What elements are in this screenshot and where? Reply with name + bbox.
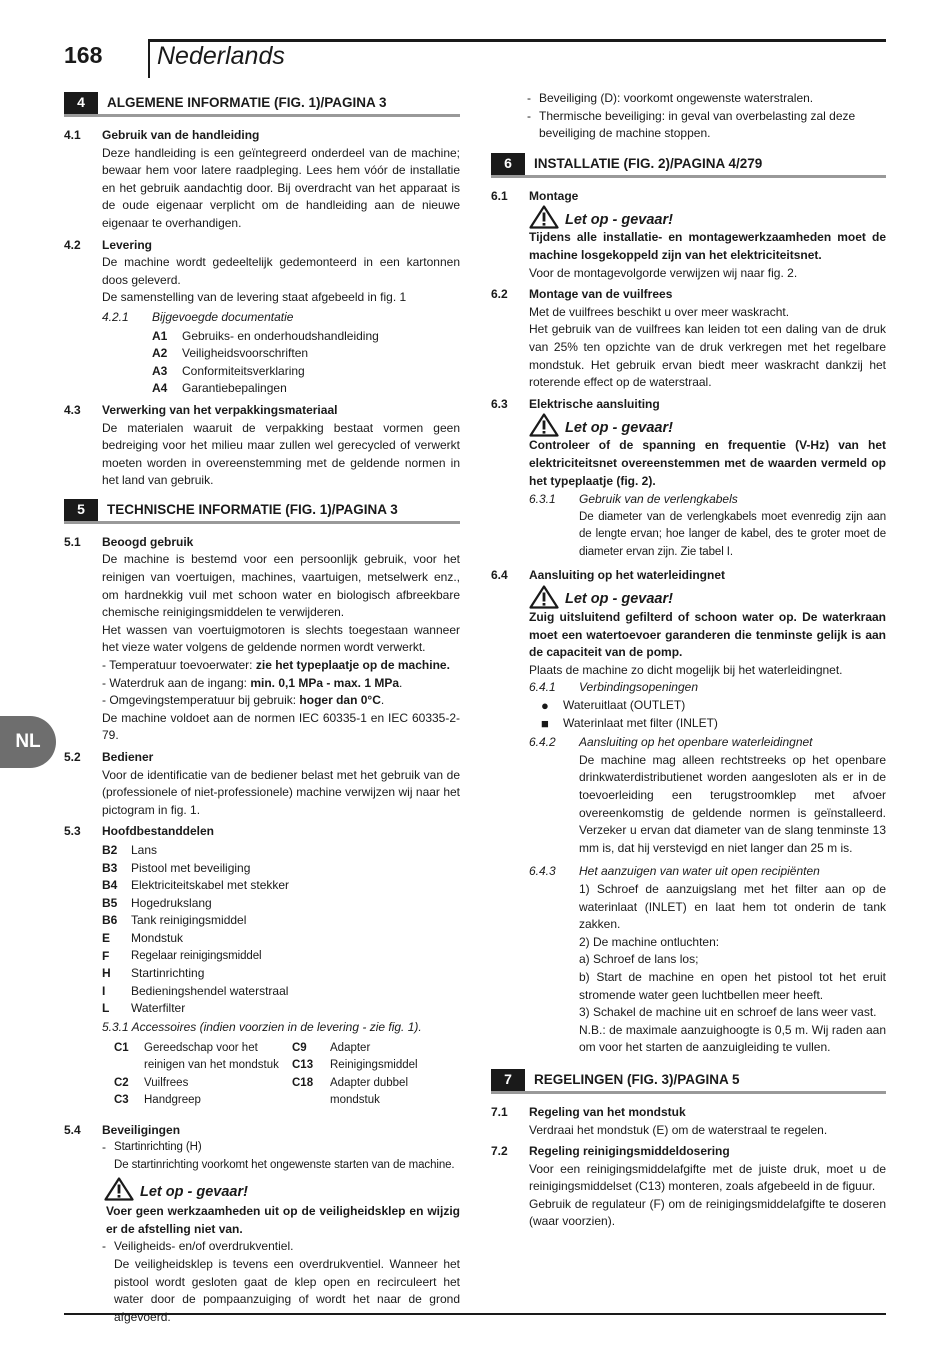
subsection-number: 4.2: [64, 237, 81, 252]
section-number: 4: [64, 92, 98, 114]
subsection-title: Bediener: [102, 750, 154, 764]
paragraph: b) Start de machine en open het pistool tot het eruit stromende water geen luchtbellen meer heeft.: [579, 969, 886, 1002]
subsection-6-3: [491, 396, 886, 562]
paragraph: Het gebruik van de vuilfrees kan leiden tot een daling van de druk van 25% ten opzichte van de druk verkregen met het regelbare mondstuk. Het gebruik ervan biedt meer waskracht dankzij het roterende effect op de waterstraal.: [529, 322, 886, 390]
spec-line: - Temperatuur toevoerwater: zie het typeplaatje op de machine.: [102, 658, 450, 673]
subsection-5-1: [64, 534, 460, 745]
accessories-table: C1 Gereedschap voor het reinigen van het mondstuk C9 Adapter C13 Reinigingsmiddel C2 Vuilfrees C18 Adapter dubbel mondstuk C3 Handgreep: [114, 1041, 418, 1106]
list-item: B3 Pistool met beveiliging: [102, 860, 251, 875]
subsection-6-2: [491, 286, 886, 392]
section-title: TECHNISCHE INFORMATIE (FIG. 1)/PAGINA 3: [107, 502, 398, 518]
subsubsection-number: 6.4.1: [529, 680, 556, 695]
warning-icon: [529, 205, 559, 229]
accessories-title: 5.3.1 Accessoires (indien voorzien in de levering - zie fig. 1).: [102, 1019, 422, 1034]
paragraph: Voor de identificatie van de bediener belast met het gebruik van de (professionele of niet-professionele) machine verwijzen wij naar het pictogram in fig. 1.: [102, 767, 460, 817]
paragraph: De diameter van de verlengkabels moet evenredig zijn aan de lengte ervan; hoe langer de kabel, des te groter moet de diameter ervan zijn. Zie tabel I.: [579, 510, 886, 558]
subsection-title: Levering: [102, 237, 153, 252]
warning-text: Voer geen werkzaamheden uit op de veiligheidsklep en wijzig er de afstelling niet van.: [106, 1204, 460, 1236]
paragraph: Het wassen van voertuigmotoren is slechts toegestaan wanneer het vieze water volgens de geldende normen wordt verwerkt.: [102, 622, 460, 655]
subsubsection-title: Aansluiting op het openbare waterleidingnet: [579, 735, 813, 750]
paragraph: De machine voldoet aan de normen IEC 60335-1 en IEC 60335-2-79.: [102, 710, 460, 743]
list-item: F Regelaar reinigingsmiddel: [102, 948, 262, 963]
list-item: - Thermische beveiliging: in geval van overbelasting zal deze beveiliging de machine stoppen.: [527, 108, 856, 141]
left-column: [64, 90, 460, 1326]
section-number: 5: [64, 499, 98, 521]
subsection-number: 7.2: [491, 1144, 508, 1159]
paragraph: 3) Schakel de machine uit en schroef de lans weer vast.: [579, 1005, 877, 1020]
subsubsection-number: 6.3.1: [529, 492, 556, 507]
subsection-5-3: [64, 823, 460, 1109]
list-item: A4 Garantiebepalingen: [152, 381, 287, 396]
subsection-title: Verwerking van het verpakkingsmateriaal: [102, 402, 338, 417]
subsection-number: 5.3: [64, 824, 81, 839]
subsection-number: 6.3: [491, 396, 508, 411]
warning-box: Let op - gevaar!: [104, 1177, 460, 1201]
paragraph: De machine is bestemd voor een persoonlijk gebruik, voor het reinigen van voertuigen, machines, vaartuigen, metselwerk enz., om hardnekkig vuil met schoon water en biologisch afbreekbare chemische reinigingsmiddelen te verwijderen.: [102, 552, 460, 620]
subsection-title: Elektrische aansluiting: [529, 396, 660, 411]
subsection-4-3: [64, 402, 460, 490]
warning-text: Controleer of de spanning en frequentie (V-Hz) van het elektriciteitsnet overeenstemmen met de waarden vermeld op het typeplaatje (fig. 2).: [529, 438, 886, 488]
warning-text: Zuig uitsluitend gefilterd of schoon water op. De waterkraan moet een watertoevoer garanderen die tenminste gelijk is aan de capaciteit van de pomp.: [529, 610, 886, 660]
paragraph: De veiligheidsklep is tevens een overdrukventiel. Wanneer het pistool wordt gesloten gaat de klep open en recirculeert het water door de pompaanzuiging of wordt het naar de grond afgevoerd.: [114, 1257, 460, 1324]
warning-icon: [529, 585, 559, 609]
subsection-title: Beveiligingen: [102, 1122, 181, 1137]
list-item: I Bedieningshendel waterstraal: [102, 983, 289, 998]
subsection-number: 7.1: [491, 1104, 508, 1119]
paragraph: N.B.: de maximale aanzuighoogte is 0,5 m. Wij raden aan om voor het starten de aanzuigleiding te vullen.: [579, 1022, 886, 1055]
list-item: A2 Veiligheidsvoorschriften: [152, 346, 309, 361]
list-item: - Veiligheids- en/of overdrukventiel.: [102, 1239, 294, 1254]
list-item: ■ Waterinlaat met filter (INLET): [541, 715, 718, 731]
page-number: 168: [64, 42, 103, 68]
paragraph: De machine wordt gedeeltelijk gedemonteerd in een kartonnen doos geleverd.: [102, 255, 460, 287]
subsubsection-title: Bijgevoegde documentatie: [152, 309, 294, 324]
right-column: [491, 90, 886, 1231]
list-item: - Startinrichting (H): [102, 1140, 202, 1155]
paragraph: De machine mag alleen rechtstreeks op het openbare drinkwaterdistributienet worden aangesloten als er in de toevoerleiding een terugstroomklep met afvoer overeenkomstig de geldende normen is geïnstalleerd. Verzeker u ervan dat diameter van de slang tenminste 13 mm is, dat hij verstevigd en niet langer dan 25 m is.: [579, 752, 886, 855]
subsection-title: Hoofdbestanddelen: [102, 824, 215, 839]
subsubsection-number: 6.4.3: [529, 864, 556, 879]
list-item: A1 Gebruiks- en onderhoudshandleiding: [152, 328, 379, 343]
list-item: H Startinrichting: [102, 966, 205, 981]
paragraph: Met de vuilfrees beschikt u over meer waskracht.: [529, 304, 790, 319]
subsection-title: Montage van de vuilfrees: [529, 287, 673, 302]
paragraph: Voor een reinigingsmiddelafgifte met de juiste druk, moet u de reinigingsmiddelset (C13) monteren, zoals afgebeeld in de figuur.: [529, 1161, 886, 1194]
list-item: B2 Lans: [102, 842, 158, 857]
subsection-7-2: [491, 1143, 886, 1231]
paragraph: De startinrichting voorkomt het ongewenste starten van de machine.: [114, 1158, 455, 1171]
section-4-header: [64, 92, 460, 117]
subsection-title: Beoogd gebruik: [102, 534, 194, 549]
paragraph: Verdraai het mondstuk (E) om de waterstraal te regelen.: [529, 1122, 828, 1137]
warning-box: Let op - gevaar!: [529, 205, 886, 229]
subsection-number: 4.3: [64, 402, 81, 417]
subsection-number: 5.4: [64, 1122, 81, 1137]
subsubsection-title: Het aanzuigen van water uit open recipiënten: [579, 864, 820, 879]
subsection-7-1: [491, 1104, 886, 1139]
list-item: ● Wateruitlaat (OUTLET): [541, 698, 686, 714]
list-item: A3 Conformiteitsverklaring: [152, 363, 305, 378]
subsection-title: Montage: [529, 188, 579, 203]
paragraph: De samenstelling van de levering staat afgebeeld in fig. 1: [102, 290, 407, 305]
subsubsection-title: Gebruik van de verlengkabels: [579, 492, 738, 507]
paragraph: Plaats de machine zo dicht mogelijk bij het waterleidingnet.: [529, 662, 843, 677]
warning-box: Let op - gevaar!: [529, 413, 886, 437]
section-number: 6: [491, 153, 525, 175]
section-6-header: [491, 153, 886, 178]
subsubsection-number: 4.2.1: [102, 309, 129, 324]
section-7-header: [491, 1069, 886, 1094]
section-title: ALGEMENE INFORMATIE (FIG. 1)/PAGINA 3: [107, 95, 387, 111]
subsection-4-2: [64, 237, 460, 398]
paragraph: 2) De machine ontluchten:: [579, 934, 720, 949]
section-number: 7: [491, 1069, 525, 1091]
subsection-number: 6.4: [491, 568, 508, 583]
paragraph: 1) Schroef de aanzuigslang met het filter aan op de waterinlaat (INLET) en laat hem tot onderin de tank zakken.: [579, 881, 886, 932]
circle-bullet-icon: ●: [541, 698, 549, 714]
list-item: B4 Elektriciteitskabel met stekker: [102, 878, 290, 893]
spec-line: - Omgevingstemperatuur bij gebruik: hoger dan 0°C.: [102, 693, 385, 708]
subsubsection-number: 6.4.2: [529, 735, 556, 750]
subsection-number: 6.2: [491, 287, 508, 302]
warning-icon: [104, 1177, 134, 1201]
list-item: B5 Hogedrukslang: [102, 895, 212, 910]
subsection-title: Regeling reinigingsmiddeldosering: [529, 1144, 730, 1159]
paragraph: Voor de montagevolgorde verwijzen wij naar fig. 2.: [529, 265, 798, 280]
subsection-4-1: [64, 127, 460, 233]
subsubsection-title: Verbindingsopeningen: [579, 680, 698, 695]
paragraph: Gebruik de regulateur (F) om de reinigingsmiddelafgifte te doseren (waar voorzien).: [529, 1196, 886, 1229]
paragraph: De materialen waaruit de verpakking bestaat vormen geen bedreiging voor het milieu maar zullen wel gerecycled of verwerkt moeten worden in overeenstemming met de geldende normen in het land van gebruik.: [102, 420, 460, 488]
warning-box: Let op - gevaar!: [529, 585, 886, 609]
warning-text: Tijdens alle installatie- en montagewerkzaamheden moet de machine losgekoppeld zijn van het elektriciteitsnet.: [529, 230, 886, 262]
subsection-number: 5.1: [64, 534, 81, 549]
language-title: Nederlands: [157, 42, 285, 70]
subsection-title: Aansluiting op het waterleidingnet: [529, 568, 726, 583]
subsection-number: 6.1: [491, 188, 508, 203]
paragraph: Deze handleiding is een geïntegreerd onderdeel van de machine; bewaar hem voor latere raadpleging. Lees hem vóór de installatie en het gebruik aandachtig door. Bij overdracht van het apparaat is de oude eigenaar verplicht om de handleiding aan de nieuwe eigenaar te overhandigen.: [102, 145, 460, 230]
language-side-tab: NL: [0, 716, 56, 768]
section-title: REGELINGEN (FIG. 3)/PAGINA 5: [534, 1072, 740, 1088]
list-item: B6 Tank reinigingsmiddel: [102, 913, 247, 928]
list-item: L Waterfilter: [102, 1001, 186, 1016]
subsection-title: Gebruik van de handleiding: [102, 128, 260, 142]
list-item: - Beveiliging (D): voorkomt ongewenste waterstralen.: [527, 91, 814, 105]
subsection-number: 5.2: [64, 750, 81, 764]
subsection-title: Regeling van het mondstuk: [529, 1104, 686, 1119]
subsection-5-4: [64, 1122, 460, 1327]
spec-line: - Waterdruk aan de ingang: min. 0,1 MPa - max. 1 MPa.: [102, 675, 403, 690]
square-bullet-icon: ■: [541, 715, 549, 731]
section-5-header: [64, 499, 460, 524]
subsection-6-4: [491, 567, 886, 1056]
subsection-6-1: [491, 188, 886, 282]
list-item: E Mondstuk: [102, 930, 184, 945]
paragraph: a) Schroef de lans los;: [579, 952, 699, 967]
subsection-5-2: [64, 749, 460, 819]
section-title: INSTALLATIE (FIG. 2)/PAGINA 4/279: [534, 155, 763, 171]
subsection-number: 4.1: [64, 128, 81, 142]
header-divider: [148, 40, 150, 78]
warning-icon: [529, 413, 559, 437]
